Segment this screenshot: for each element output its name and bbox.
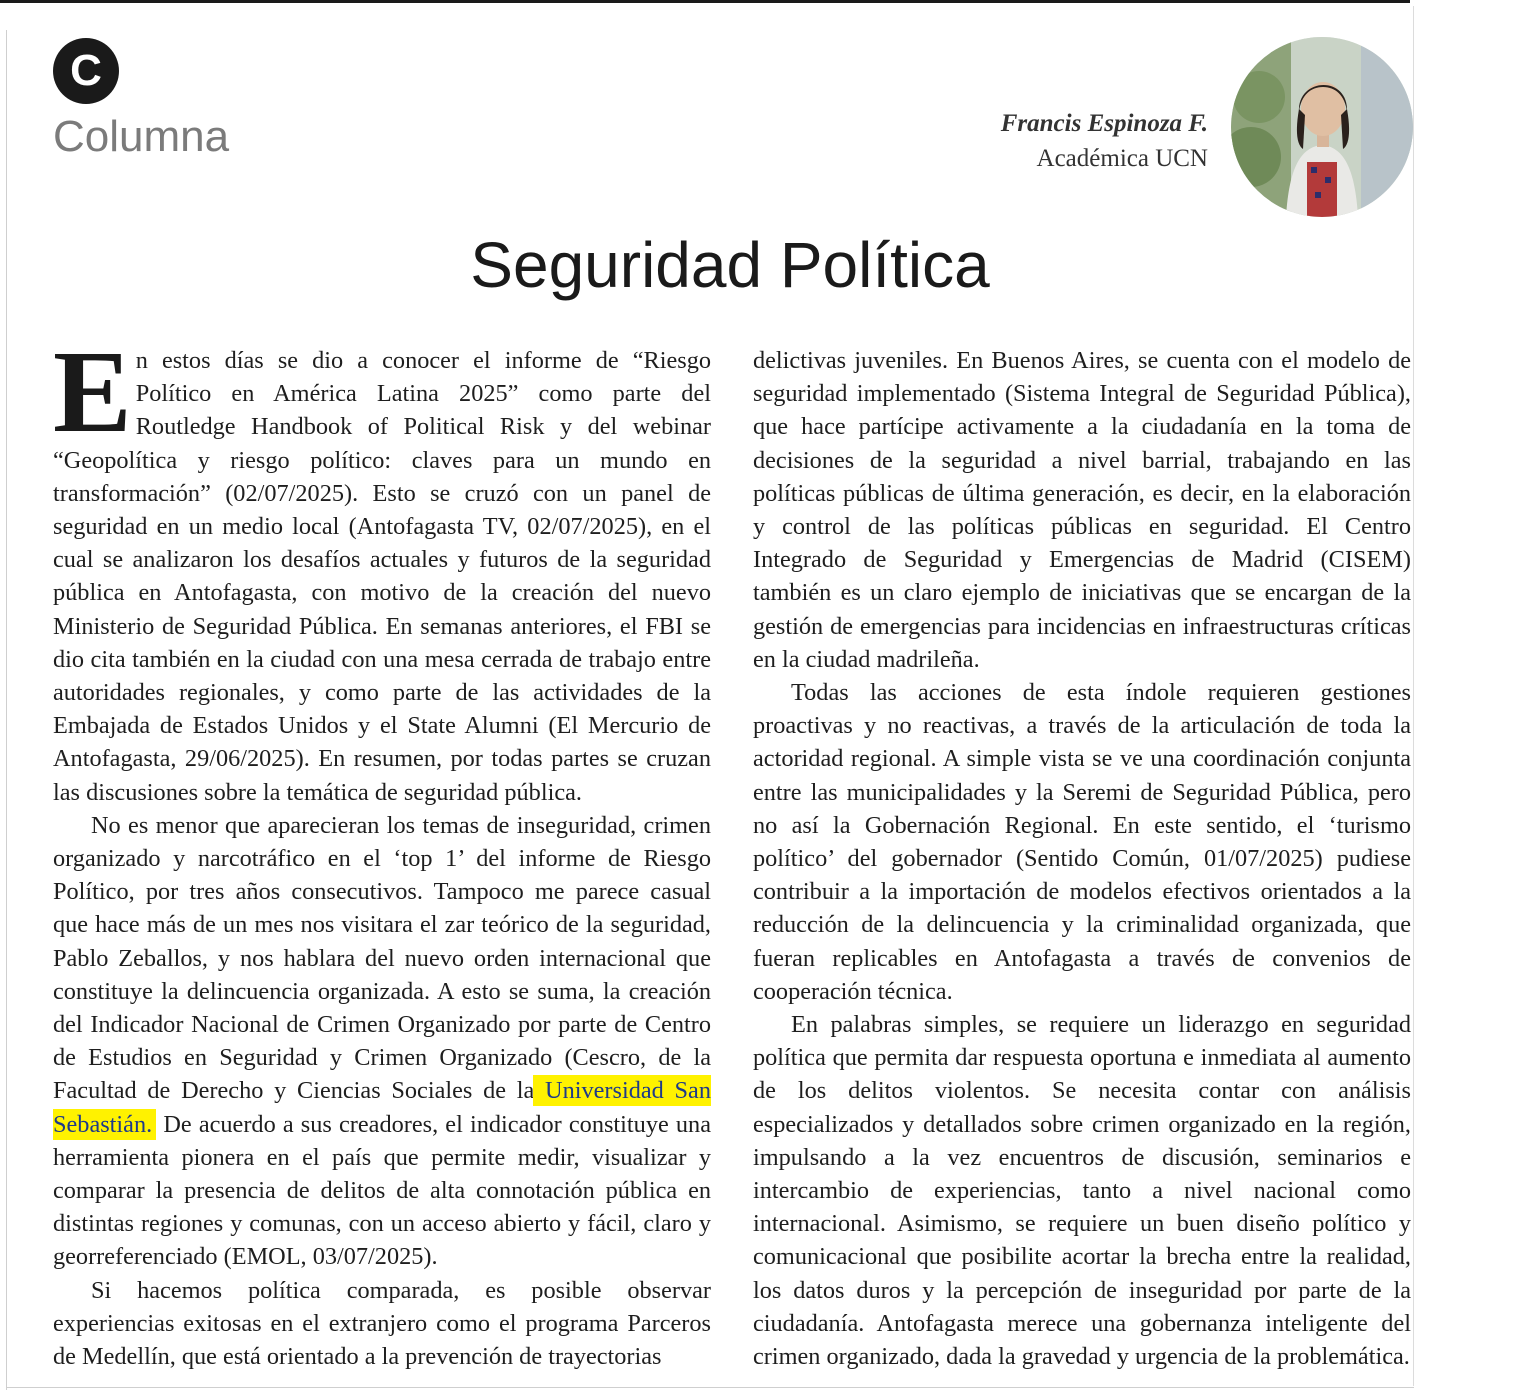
author-role: Académica UCN bbox=[1036, 145, 1208, 172]
paragraph-2-text-after: De acuerdo a sus creadores, el indicador constituye una herramienta pionera en el país que permite medir, visualizar y comparar la presencia de delitos de alta connotación pública en distintas regiones y comunas, con un acceso abierto y fácil, claro y georreferenciado (EMOL, 03/07/2025). bbox=[53, 1110, 711, 1271]
paragraph-3-start: Si hacemos política comparada, es posible observar experiencias exitosas en el extranjero como el programa Parceros de Medellín, que está orientado a la prevención de trayectorias bbox=[53, 1276, 711, 1371]
author-portrait-icon bbox=[1231, 37, 1413, 217]
paragraph-1 bbox=[53, 344, 711, 809]
paragraph-2 bbox=[53, 809, 711, 1274]
article-column-left bbox=[53, 344, 711, 1374]
article-column-right bbox=[753, 344, 1411, 1374]
bottom-border bbox=[6, 1387, 1414, 1388]
highlighted-text: Universidad San Sebastián. bbox=[53, 1077, 711, 1138]
paragraph-2-text-before: No es menor que aparecieran los temas de inseguridad, crimen organizado y narcotráfico en el ‘top 1’ del informe de Riesgo Político, por tres años consecutivos. Tampoco me parece casual que hace más de un mes nos visitara el zar teórico de la seguridad, Pablo Zeballos, y nos hablara del nuevo orden internacional que constituye la delincuencia organizada. A esto se suma, la creación del Indicador Nacional de Crimen Organizado por parte de Centro de Estudios en Seguridad y Crimen Organizado (Cescro, de la Facultad de Derecho y Ciencias Sociales de la bbox=[53, 811, 711, 1105]
author-name: Francis Espinoza F. bbox=[1000, 110, 1208, 137]
paragraph-1-text: n estos días se dio a conocer el informe de “Riesgo Político en América Latina 2025” como parte del Routledge Handbook of Political Risk y del webinar “Geopolítica y riesgo político: claves para un mundo en transformación” (02/07/2025). Esto se cruzó con un panel de seguridad en un medio local (Antofagasta TV, 02/07/2025), en el cual se analizaron los desafíos actuales y futuros de la seguridad pública en Antofagasta, con motivo de la creación del nuevo Ministerio de Seguridad Pública. En semanas anteriores, el FBI se dio cita también en la ciudad con una mesa cerrada de trabajo entre autoridades regionales, y como parte de las actividades de la Embajada de Estados Unidos y el State Alumni (El Mercurio de Antofagasta, 29/06/2025). En resumen, por todas partes se cruzan las discusiones sobre la temática de seguridad pública. bbox=[53, 347, 711, 806]
drop-cap: E bbox=[53, 344, 132, 457]
paragraph-4: Todas las acciones de esta índole requieren gestiones proactivas y no reactivas, a través de la articulación de toda la actoridad regional. A simple vista se ve una coordinación conjunta entre las municipalidades y la Seremi de Seguridad Pública, pero no así la Gobernación Regional. En este sentido, el ‘turismo político’ del gobernador (Sentido Común, 01/07/2025) pudiese contribuir a la importación de modelos efectivos orientados a la reducción de la delincuencia y la criminalidad organizada, que fueran replicables en Antofagasta a través de convenios de cooperación técnica. bbox=[753, 679, 1411, 1005]
top-rule bbox=[0, 0, 1410, 3]
column-badge: C bbox=[53, 38, 119, 104]
paragraph-5: En palabras simples, se requiere un liderazgo en seguridad política que permita dar respuesta oportuna e inmediata al aumento de los delitos violentos. Se necesita contar con análisis especializados y detallados sobre crimen organizado en la región, impulsando a la vez encuentros de discusión, seminarios e intercambio de experiencias, tanto a nivel nacional como internacional. Asimismo, se requiere un buen diseño político y comunicacional que posibilite acortar la brecha entre la realidad, los datos duros y la percepción de inseguridad por parte de la ciudadanía. Antofagasta merece una gobernanza inteligente del crimen organizado, dada la gravedad y urgencia de la problemática. bbox=[753, 1011, 1411, 1371]
headline: Seguridad Política bbox=[470, 229, 990, 301]
right-border bbox=[1413, 6, 1414, 1386]
author-portrait bbox=[1231, 37, 1413, 217]
section-label: Columna bbox=[53, 112, 230, 161]
paragraph-3-continuation: delictivas juveniles. En Buenos Aires, se cuenta con el modelo de seguridad implementado (Sistema Integral de Seguridad Pública), que hace partícipe activamente a la ciudadanía en la toma de decisiones de la seguridad a nivel barrial, trabajando en las políticas públicas de última generación, es decir, en la elaboración y control de las políticas públicas en seguridad. El Centro Integrado de Seguridad y Emergencias de Madrid (CISEM) también es un claro ejemplo de iniciativas que se encargan de la gestión de emergencias para incidencias en infraestructuras críticas en la ciudad madrileña. bbox=[753, 347, 1411, 673]
